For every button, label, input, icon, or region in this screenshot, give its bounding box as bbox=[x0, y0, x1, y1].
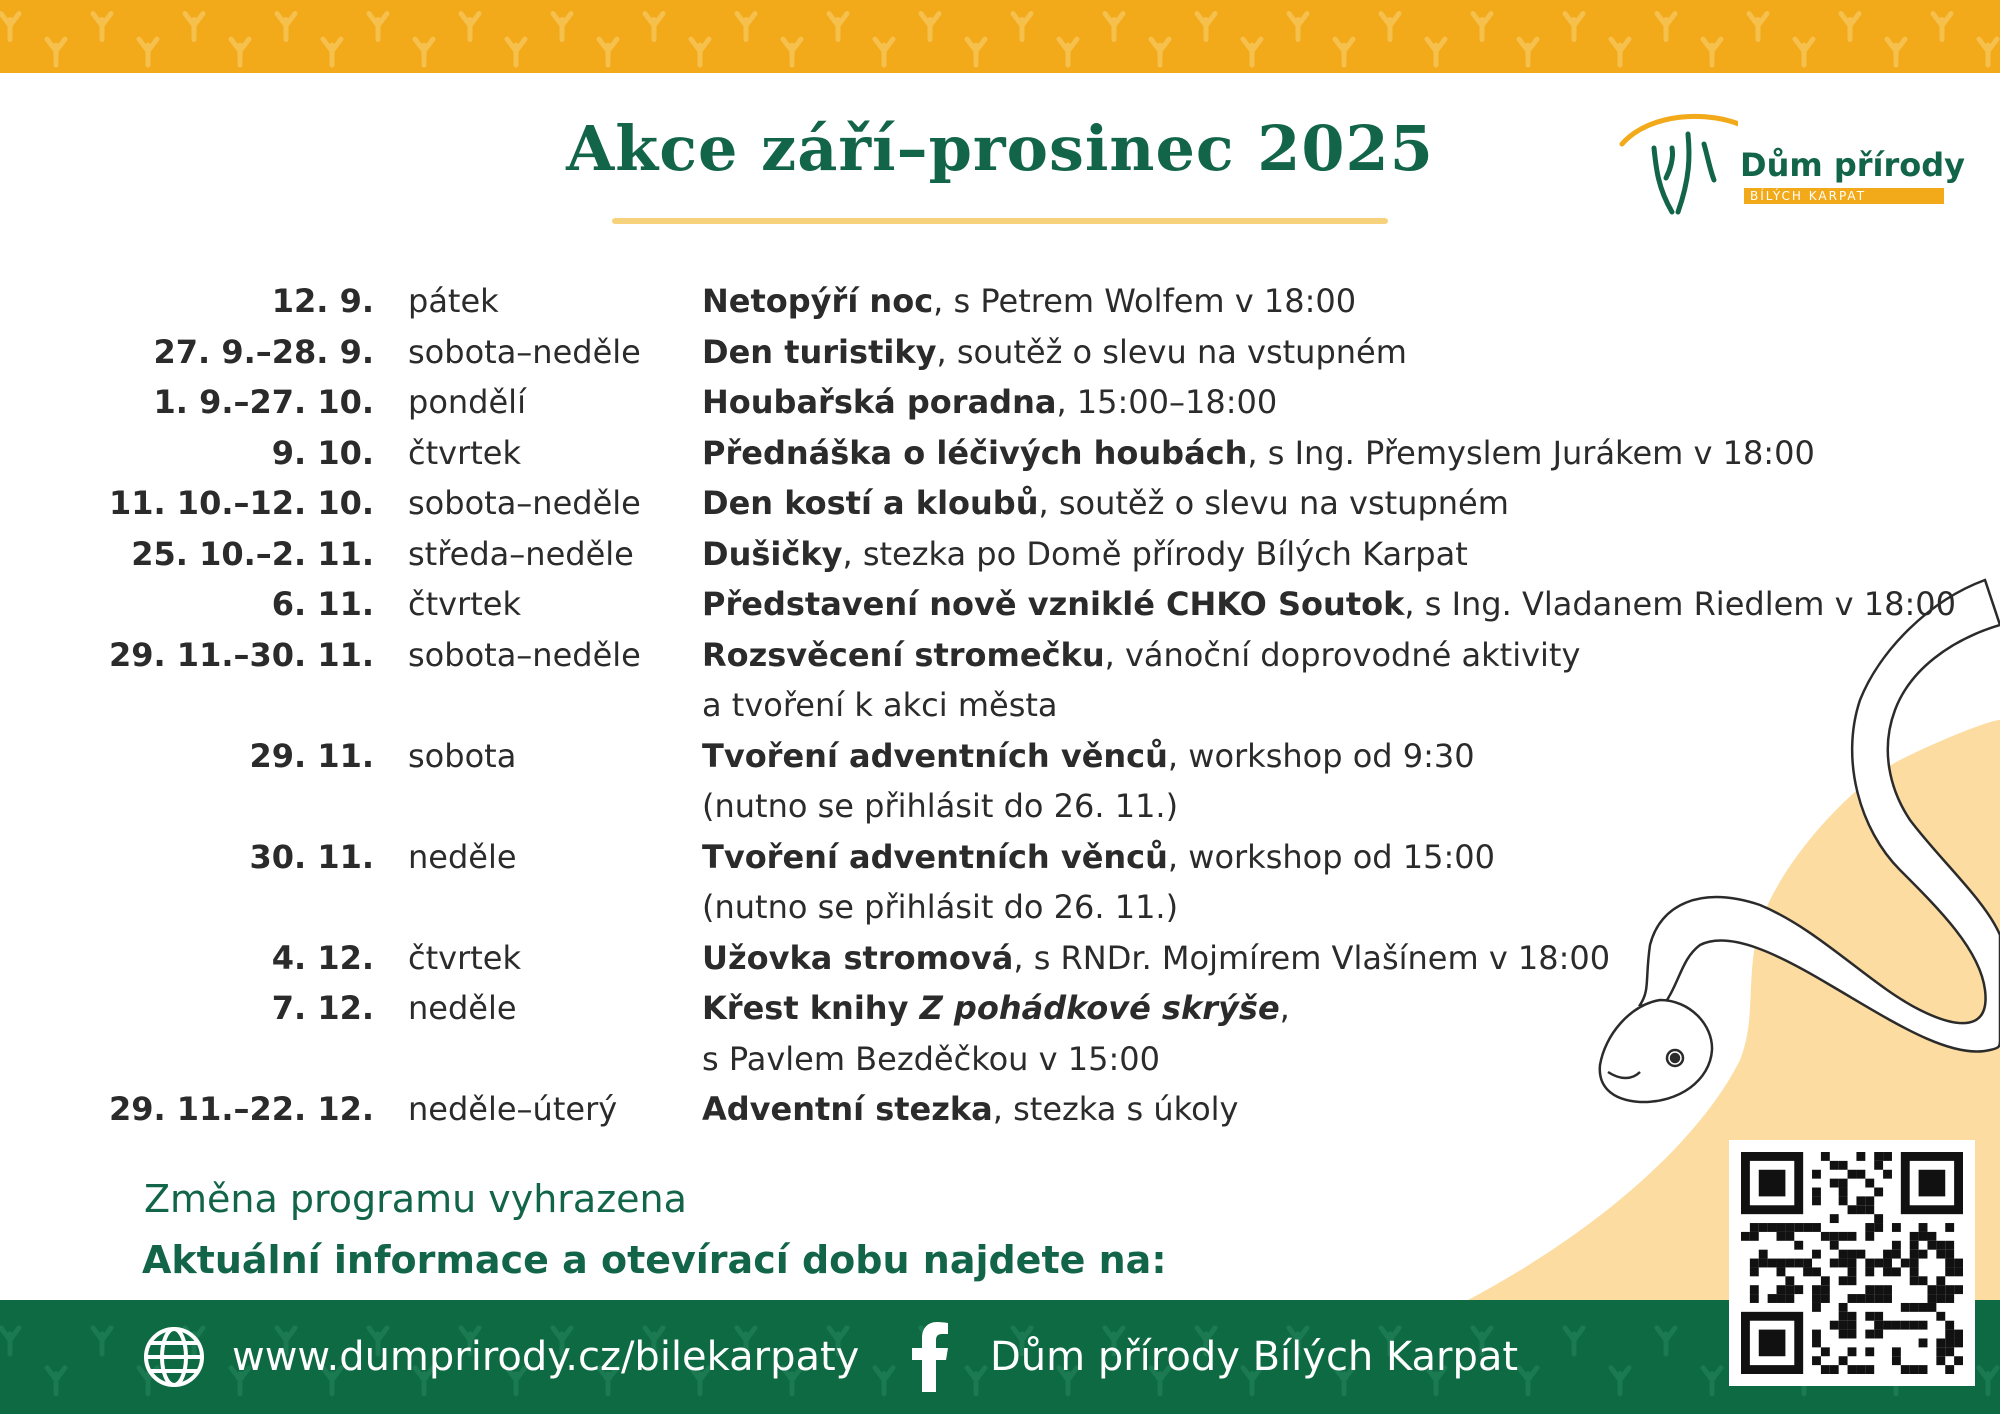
facebook-icon bbox=[908, 1322, 952, 1392]
event-description bbox=[702, 327, 1407, 377]
event-row bbox=[0, 377, 1960, 427]
event-continuation-row bbox=[0, 680, 1960, 730]
event-detail: , workshop od 15:00 bbox=[1167, 837, 1495, 876]
event-detail-continued: (nutno se přihlásit do 26. 11.) bbox=[702, 888, 1179, 926]
event-description bbox=[702, 630, 1580, 680]
event-date: 7. 12. bbox=[271, 989, 374, 1027]
event-description bbox=[702, 832, 1495, 882]
event-detail: , stezka s úkoly bbox=[992, 1090, 1239, 1128]
event-day: sobota–neděle bbox=[408, 332, 641, 371]
qr-code-graphic bbox=[1729, 1140, 1975, 1386]
event-detail-continued: a tvoření k akci města bbox=[702, 686, 1058, 724]
event-row bbox=[0, 276, 1960, 326]
event-description bbox=[702, 276, 1356, 326]
event-row bbox=[0, 478, 1960, 528]
event-day: neděle bbox=[408, 837, 517, 876]
program-change-note: Změna programu vyhrazena bbox=[144, 1177, 687, 1221]
event-detail: , workshop od 9:30 bbox=[1167, 736, 1475, 775]
event-title: Adventní stezka bbox=[702, 1090, 993, 1128]
logo-mark bbox=[1618, 108, 1738, 220]
event-detail: , s Petrem Wolfem v 18:00 bbox=[933, 282, 1357, 320]
event-description bbox=[702, 579, 1956, 629]
event-title: Rozsvěcení stromečku bbox=[702, 635, 1105, 674]
event-detail: , s Ing. Vladanem Riedlem v 18:00 bbox=[1404, 585, 1956, 623]
event-title: Den turistiky bbox=[702, 332, 937, 371]
globe-icon bbox=[142, 1325, 206, 1389]
event-row bbox=[0, 983, 1960, 1033]
event-row bbox=[0, 933, 1960, 983]
event-continuation-row bbox=[0, 1034, 1960, 1084]
event-title-italic: Z pohádkové skrýše bbox=[919, 989, 1280, 1027]
event-title: Představení nově vzniklé CHKO Soutok bbox=[702, 585, 1405, 623]
event-row bbox=[0, 1084, 1960, 1134]
event-date: 29. 11. bbox=[249, 736, 374, 775]
event-detail: , soutěž o slevu na vstupném bbox=[936, 332, 1407, 371]
page-title: Akce září–prosinec 2025 bbox=[566, 112, 1434, 185]
event-detail: , s Ing. Přemyslem Jurákem v 18:00 bbox=[1247, 433, 1815, 472]
event-row bbox=[0, 731, 1960, 781]
event-detail: , vánoční doprovodné aktivity bbox=[1104, 635, 1581, 674]
event-date: 9. 10. bbox=[271, 433, 374, 472]
dum-prirody-logo bbox=[1618, 108, 1966, 220]
event-detail-continued: (nutno se přihlásit do 26. 11.) bbox=[702, 787, 1179, 825]
event-title: Den kostí a kloubů bbox=[702, 484, 1039, 522]
event-day: neděle bbox=[408, 989, 517, 1027]
event-title: Netopýří noc bbox=[702, 282, 934, 320]
event-description bbox=[702, 478, 1509, 528]
event-day: středa–neděle bbox=[408, 534, 634, 573]
event-description bbox=[702, 428, 1815, 478]
qr-code[interactable] bbox=[1729, 1140, 1975, 1386]
event-detail-continued: s Pavlem Bezděčkou v 15:00 bbox=[702, 1039, 1160, 1078]
event-description bbox=[702, 731, 1475, 781]
event-detail: , 15:00–18:00 bbox=[1056, 383, 1278, 421]
website-link[interactable] bbox=[142, 1320, 859, 1394]
event-description bbox=[702, 1084, 1238, 1134]
event-date: 25. 10.–2. 11. bbox=[131, 534, 374, 573]
event-detail: , stezka po Domě přírody Bílých Karpat bbox=[842, 534, 1468, 573]
event-title: Užovka stromová bbox=[702, 938, 1014, 977]
event-detail: , bbox=[1279, 989, 1290, 1027]
event-day: sobota–neděle bbox=[408, 484, 641, 522]
website-url: www.dumprirody.cz/bilekarpaty bbox=[232, 1334, 860, 1380]
event-detail: , soutěž o slevu na vstupném bbox=[1038, 484, 1509, 522]
event-description bbox=[702, 529, 1468, 579]
info-note: Aktuální informace a otevírací dobu najdete na: bbox=[142, 1238, 1167, 1282]
facebook-link[interactable] bbox=[908, 1320, 1518, 1394]
event-day: neděle–úterý bbox=[408, 1090, 618, 1128]
event-day: sobota bbox=[408, 736, 517, 775]
logo-subtitle: BÍLÝCH KARPAT bbox=[1744, 188, 1944, 204]
event-title: Dušičky bbox=[702, 534, 843, 573]
event-day: pátek bbox=[408, 282, 499, 320]
event-title: Křest knihy Z pohádkové skrýše bbox=[702, 989, 1280, 1027]
event-day: čtvrtek bbox=[408, 585, 521, 623]
event-day: čtvrtek bbox=[408, 433, 521, 472]
event-row bbox=[0, 630, 1960, 680]
event-row bbox=[0, 579, 1960, 629]
event-row bbox=[0, 832, 1960, 882]
event-row bbox=[0, 428, 1960, 478]
event-date: 6. 11. bbox=[271, 585, 374, 623]
event-day: pondělí bbox=[408, 383, 526, 421]
event-continuation-row bbox=[0, 882, 1960, 932]
event-continuation-row bbox=[0, 781, 1960, 831]
event-row bbox=[0, 327, 1960, 377]
event-date: 4. 12. bbox=[271, 938, 374, 977]
event-description bbox=[702, 983, 1290, 1033]
event-date: 1. 9.–27. 10. bbox=[153, 383, 374, 421]
event-date: 11. 10.–12. 10. bbox=[108, 484, 374, 522]
event-description bbox=[702, 933, 1610, 983]
event-title: Houbařská poradna bbox=[702, 383, 1057, 421]
event-date: 30. 11. bbox=[249, 837, 374, 876]
event-title: Přednáška o léčivých houbách bbox=[702, 433, 1248, 472]
title-underline bbox=[612, 218, 1388, 224]
event-description bbox=[702, 377, 1277, 427]
event-title: Tvoření adventních věnců bbox=[702, 736, 1168, 775]
event-date: 29. 11.–30. 11. bbox=[108, 635, 374, 674]
event-date: 27. 9.–28. 9. bbox=[153, 332, 374, 371]
event-date: 29. 11.–22. 12. bbox=[108, 1090, 374, 1128]
event-day: sobota–neděle bbox=[408, 635, 641, 674]
facebook-page-name: Dům přírody Bílých Karpat bbox=[990, 1334, 1519, 1380]
logo-name: Dům přírody bbox=[1740, 146, 1966, 184]
event-date: 12. 9. bbox=[271, 282, 374, 320]
event-detail: , s RNDr. Mojmírem Vlašínem v 18:00 bbox=[1013, 938, 1611, 977]
event-row bbox=[0, 529, 1960, 579]
event-title: Tvoření adventních věnců bbox=[702, 837, 1168, 876]
event-day: čtvrtek bbox=[408, 938, 521, 977]
